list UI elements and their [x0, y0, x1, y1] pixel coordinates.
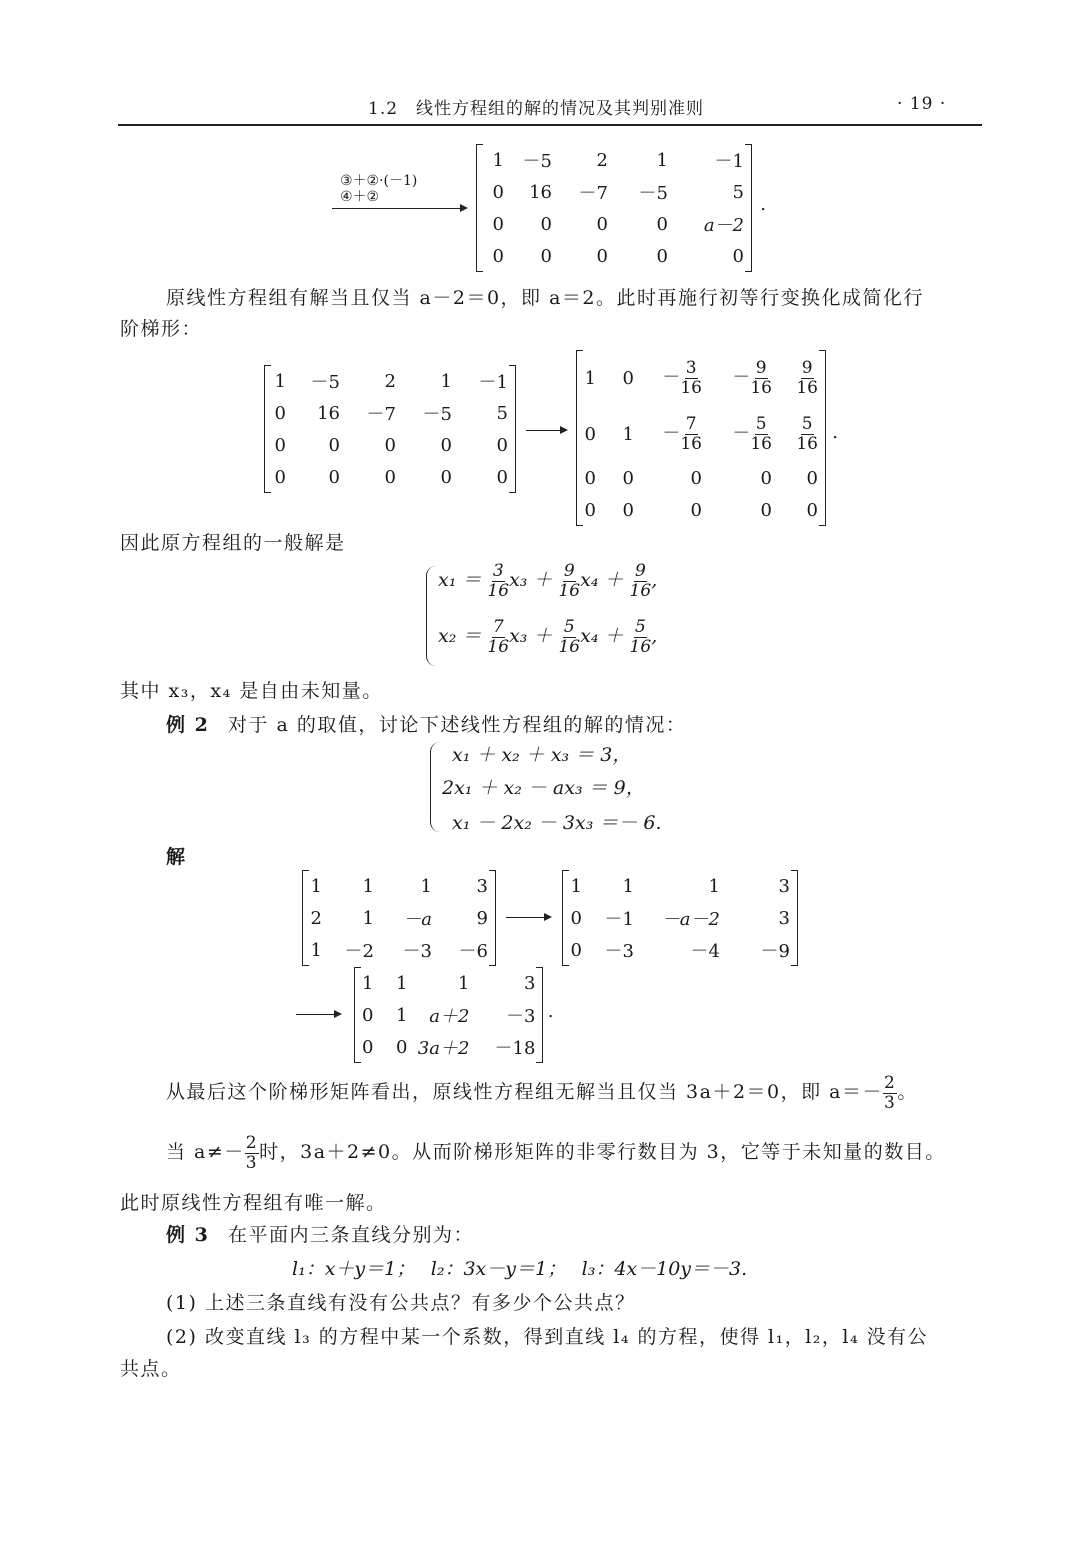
transform-arrow — [332, 208, 466, 209]
row-op-label-2: ④＋② — [340, 189, 380, 205]
matrix-2-left — [272, 365, 508, 493]
fraction — [558, 618, 580, 656]
cell — [702, 350, 772, 406]
text: 时，3a＋2≠0。从而阶梯形矩阵的非零行数目为 3，它等于未知量的数目。 — [259, 1141, 946, 1164]
cell: 0 — [596, 213, 608, 235]
minus: － — [662, 423, 681, 444]
cell: 1 — [584, 367, 596, 389]
punct: 。 — [897, 1081, 918, 1104]
question-1: (1) 上述三条直线有没有公共点？有多少个公共点？ — [166, 1292, 636, 1314]
solution-eq-1 — [438, 562, 657, 600]
fraction — [883, 1074, 897, 1112]
numerator: 7 — [685, 413, 697, 434]
cell: 9 — [476, 907, 488, 929]
page-number: · 19 · — [897, 94, 947, 114]
fraction — [796, 415, 818, 453]
cell: 0 — [622, 467, 634, 489]
cell: －5 — [422, 404, 452, 425]
cell: －2 — [344, 941, 374, 962]
cell — [634, 406, 702, 462]
fraction — [750, 415, 772, 453]
denominator: 16 — [487, 580, 510, 601]
right-bracket — [489, 870, 496, 966]
transform-arrow — [526, 430, 566, 431]
solution-eq-2 — [438, 618, 657, 656]
cell: －5 — [522, 151, 552, 172]
cell — [634, 350, 702, 406]
numerator: 9 — [634, 561, 646, 581]
cell: 0 — [492, 213, 504, 235]
matrix-3c — [362, 967, 554, 1063]
cell: 0 — [540, 213, 552, 235]
term: x₄ ＋ — [580, 625, 624, 648]
cell: 0 — [362, 1004, 374, 1026]
cell: 2 — [384, 370, 396, 392]
transform-arrow — [506, 917, 550, 918]
cell: 0 — [656, 245, 668, 267]
cell — [772, 406, 818, 462]
left-bracket — [302, 870, 309, 966]
punct: , — [651, 569, 658, 592]
punct: , — [651, 625, 658, 648]
cell: －1 — [604, 909, 634, 930]
cell: －7 — [366, 404, 396, 425]
minus: － — [732, 423, 751, 444]
right-bracket — [509, 365, 516, 493]
right-bracket — [819, 350, 826, 526]
numerator: 5 — [755, 413, 767, 434]
cell: －a — [403, 909, 432, 930]
cell: 3 — [778, 907, 790, 929]
denominator: 16 — [750, 377, 772, 398]
cell: 0 — [362, 1036, 374, 1058]
denominator: 16 — [629, 580, 652, 601]
denominator: 16 — [558, 580, 581, 601]
system-brace — [430, 742, 441, 832]
cell: 1 — [420, 875, 432, 897]
denominator: 16 — [796, 377, 818, 398]
cell: 3 — [778, 875, 790, 897]
minus: － — [662, 367, 681, 388]
right-bracket — [791, 870, 798, 966]
example-label: 例 3 — [166, 1224, 210, 1246]
fraction — [487, 618, 509, 656]
matrix-tail: . — [547, 1001, 554, 1022]
term: x₄ ＋ — [580, 569, 624, 592]
cell: 0 — [806, 499, 818, 521]
system-brace — [426, 566, 437, 666]
cell: －1 — [714, 151, 744, 172]
denominator: 16 — [750, 433, 772, 454]
fraction — [680, 359, 702, 397]
cell: －9 — [760, 941, 790, 962]
paragraph: 其中 x₃，x₄ 是自由未知量。 — [120, 680, 383, 702]
cell: 0 — [760, 467, 772, 489]
cell: a－2 — [703, 215, 744, 236]
cell: －5 — [638, 183, 668, 204]
left-bracket — [576, 350, 583, 526]
cell: 5 — [496, 402, 508, 424]
left-bracket — [562, 870, 569, 966]
running-header: 1.2 线性方程组的解的情况及其判别准则 — [368, 99, 705, 119]
cell: 0 — [622, 367, 634, 389]
lines-definition: l₁：x＋y＝1； l₂：3x－y＝1； l₃：4x－10y＝－3. — [292, 1258, 748, 1280]
cell: －7 — [578, 183, 608, 204]
cell: 16 — [529, 181, 552, 203]
cell: 3 — [476, 875, 488, 897]
numerator: 5 — [563, 617, 575, 637]
cell: －3 — [604, 941, 634, 962]
cell: 3a＋2 — [417, 1038, 470, 1059]
numerator: 9 — [755, 357, 767, 378]
cell: 0 — [732, 245, 744, 267]
cell: 0 — [540, 245, 552, 267]
matrix-tail: . — [760, 194, 766, 215]
right-bracket — [536, 967, 543, 1063]
solution-label: 解 — [166, 846, 187, 868]
fraction — [796, 359, 818, 397]
term: x₃ ＋ — [509, 625, 553, 648]
denominator: 16 — [796, 433, 818, 454]
cell: 1 — [570, 875, 582, 897]
denominator: 3 — [245, 1152, 259, 1173]
cell: 1 — [396, 972, 408, 994]
cell: 0 — [596, 245, 608, 267]
paragraph: 在平面内三条直线分别为： — [228, 1224, 475, 1246]
cell: 0 — [570, 939, 582, 961]
cell: 0 — [622, 499, 634, 521]
numerator: 2 — [884, 1073, 897, 1093]
cell: 0 — [690, 499, 702, 521]
lhs: x₁ ＝ — [438, 569, 482, 592]
paragraph — [166, 1074, 918, 1112]
cell: 0 — [760, 499, 772, 521]
cell: 0 — [396, 1036, 408, 1058]
cell: 0 — [274, 434, 286, 456]
matrix-1 — [484, 144, 766, 272]
cell: 0 — [328, 466, 340, 488]
numerator: 9 — [801, 357, 813, 378]
cell: 0 — [440, 434, 452, 456]
cell: 1 — [396, 1004, 408, 1026]
cell: 0 — [584, 423, 596, 445]
text: 从最后这个阶梯形矩阵看出，原线性方程组无解当且仅当 3a＋2＝0，即 a＝－ — [166, 1081, 884, 1104]
cell: 0 — [384, 434, 396, 456]
numerator: 5 — [801, 413, 813, 434]
cell: －4 — [690, 941, 720, 962]
cell: 0 — [492, 245, 504, 267]
transform-arrow — [296, 1014, 340, 1015]
right-bracket — [745, 144, 752, 272]
cell: 1 — [492, 149, 504, 171]
denominator: 16 — [629, 636, 652, 657]
left-bracket — [264, 365, 271, 493]
cell: 1 — [622, 423, 634, 445]
paragraph: 此时原线性方程组有唯一解。 — [120, 1192, 387, 1214]
numerator: 5 — [634, 617, 646, 637]
denominator: 3 — [884, 1092, 897, 1113]
cell: 1 — [310, 939, 322, 961]
numerator: 2 — [245, 1133, 259, 1153]
cell: 0 — [656, 213, 668, 235]
left-bracket — [354, 967, 361, 1063]
cell: 1 — [310, 875, 322, 897]
cell: 0 — [384, 466, 396, 488]
minus: － — [732, 367, 751, 388]
cell: 0 — [440, 466, 452, 488]
cell: 16 — [317, 402, 340, 424]
denominator: 16 — [680, 377, 702, 398]
question-2-cont: 共点。 — [120, 1358, 182, 1380]
cell: 3 — [524, 972, 536, 994]
numerator: 7 — [492, 617, 504, 637]
cell: 1 — [362, 875, 374, 897]
fraction — [558, 562, 580, 600]
cell: 0 — [274, 402, 286, 424]
fraction — [630, 562, 652, 600]
example-label: 例 2 — [166, 714, 210, 736]
cell: 1 — [656, 149, 668, 171]
cell: －3 — [402, 941, 432, 962]
cell: 2 — [310, 907, 322, 929]
system-eq-1: x₁ ＋ x₂ ＋ x₃ ＝ 3， — [452, 744, 632, 766]
paragraph: 因此原方程组的一般解是 — [120, 532, 346, 554]
cell: 0 — [274, 466, 286, 488]
cell: 0 — [806, 467, 818, 489]
paragraph: 阶梯形： — [120, 318, 203, 340]
paragraph: 对于 a 的取值，讨论下述线性方程组的解的情况： — [228, 714, 687, 736]
numerator: 3 — [492, 561, 504, 581]
paragraph — [166, 1134, 946, 1172]
cell: 1 — [440, 370, 452, 392]
cell: a＋2 — [429, 1006, 470, 1027]
cell: －6 — [458, 941, 488, 962]
cell — [772, 350, 818, 406]
cell: 1 — [274, 370, 286, 392]
cell: 0 — [570, 907, 582, 929]
denominator: 16 — [680, 433, 702, 454]
left-bracket — [476, 144, 483, 272]
cell: 1 — [362, 972, 374, 994]
matrix-2-right — [584, 350, 838, 526]
cell: 1 — [362, 907, 374, 929]
matrix-3b — [570, 870, 790, 966]
system-eq-3: x₁ － 2x₂ － 3x₃ ＝－ 6. — [452, 812, 662, 834]
fraction — [245, 1134, 259, 1172]
lhs: x₂ ＝ — [438, 625, 482, 648]
denominator: 16 — [487, 636, 510, 657]
cell: 0 — [584, 499, 596, 521]
cell: 1 — [458, 972, 470, 994]
system-eq-2: 2x₁ ＋ x₂ － ax₃ ＝ 9， — [442, 777, 645, 799]
cell: 1 — [708, 875, 720, 897]
term: x₃ ＋ — [509, 569, 553, 592]
cell: 0 — [584, 467, 596, 489]
question-2: (2) 改变直线 l₃ 的方程中某一个系数，得到直线 l₄ 的方程，使得 l₁，l₂，l₄ 没有公 — [166, 1326, 929, 1348]
cell: 5 — [732, 181, 744, 203]
fraction — [487, 562, 509, 600]
cell: 0 — [690, 467, 702, 489]
matrix-3a — [310, 870, 488, 966]
cell: 0 — [328, 434, 340, 456]
matrix-tail: . — [832, 422, 838, 443]
cell: －a－2 — [661, 909, 720, 930]
fraction — [630, 618, 652, 656]
cell: 0 — [496, 466, 508, 488]
cell: 0 — [492, 181, 504, 203]
cell: －18 — [494, 1038, 536, 1059]
header-rule — [118, 124, 982, 126]
text: 当 a≠－ — [166, 1141, 245, 1164]
numerator: 3 — [685, 357, 697, 378]
cell — [702, 406, 772, 462]
cell: 1 — [622, 875, 634, 897]
denominator: 16 — [558, 636, 581, 657]
fraction — [750, 359, 772, 397]
cell: 0 — [496, 434, 508, 456]
cell: －3 — [506, 1006, 536, 1027]
cell: －5 — [310, 372, 340, 393]
cell: 2 — [596, 149, 608, 171]
numerator: 9 — [563, 561, 575, 581]
cell: －1 — [478, 372, 508, 393]
fraction — [680, 415, 702, 453]
paragraph: 原线性方程组有解当且仅当 a－2＝0，即 a＝2。此时再施行初等行变换化成简化行 — [166, 287, 925, 309]
row-op-label-1: ③＋②·(－1) — [340, 173, 418, 189]
